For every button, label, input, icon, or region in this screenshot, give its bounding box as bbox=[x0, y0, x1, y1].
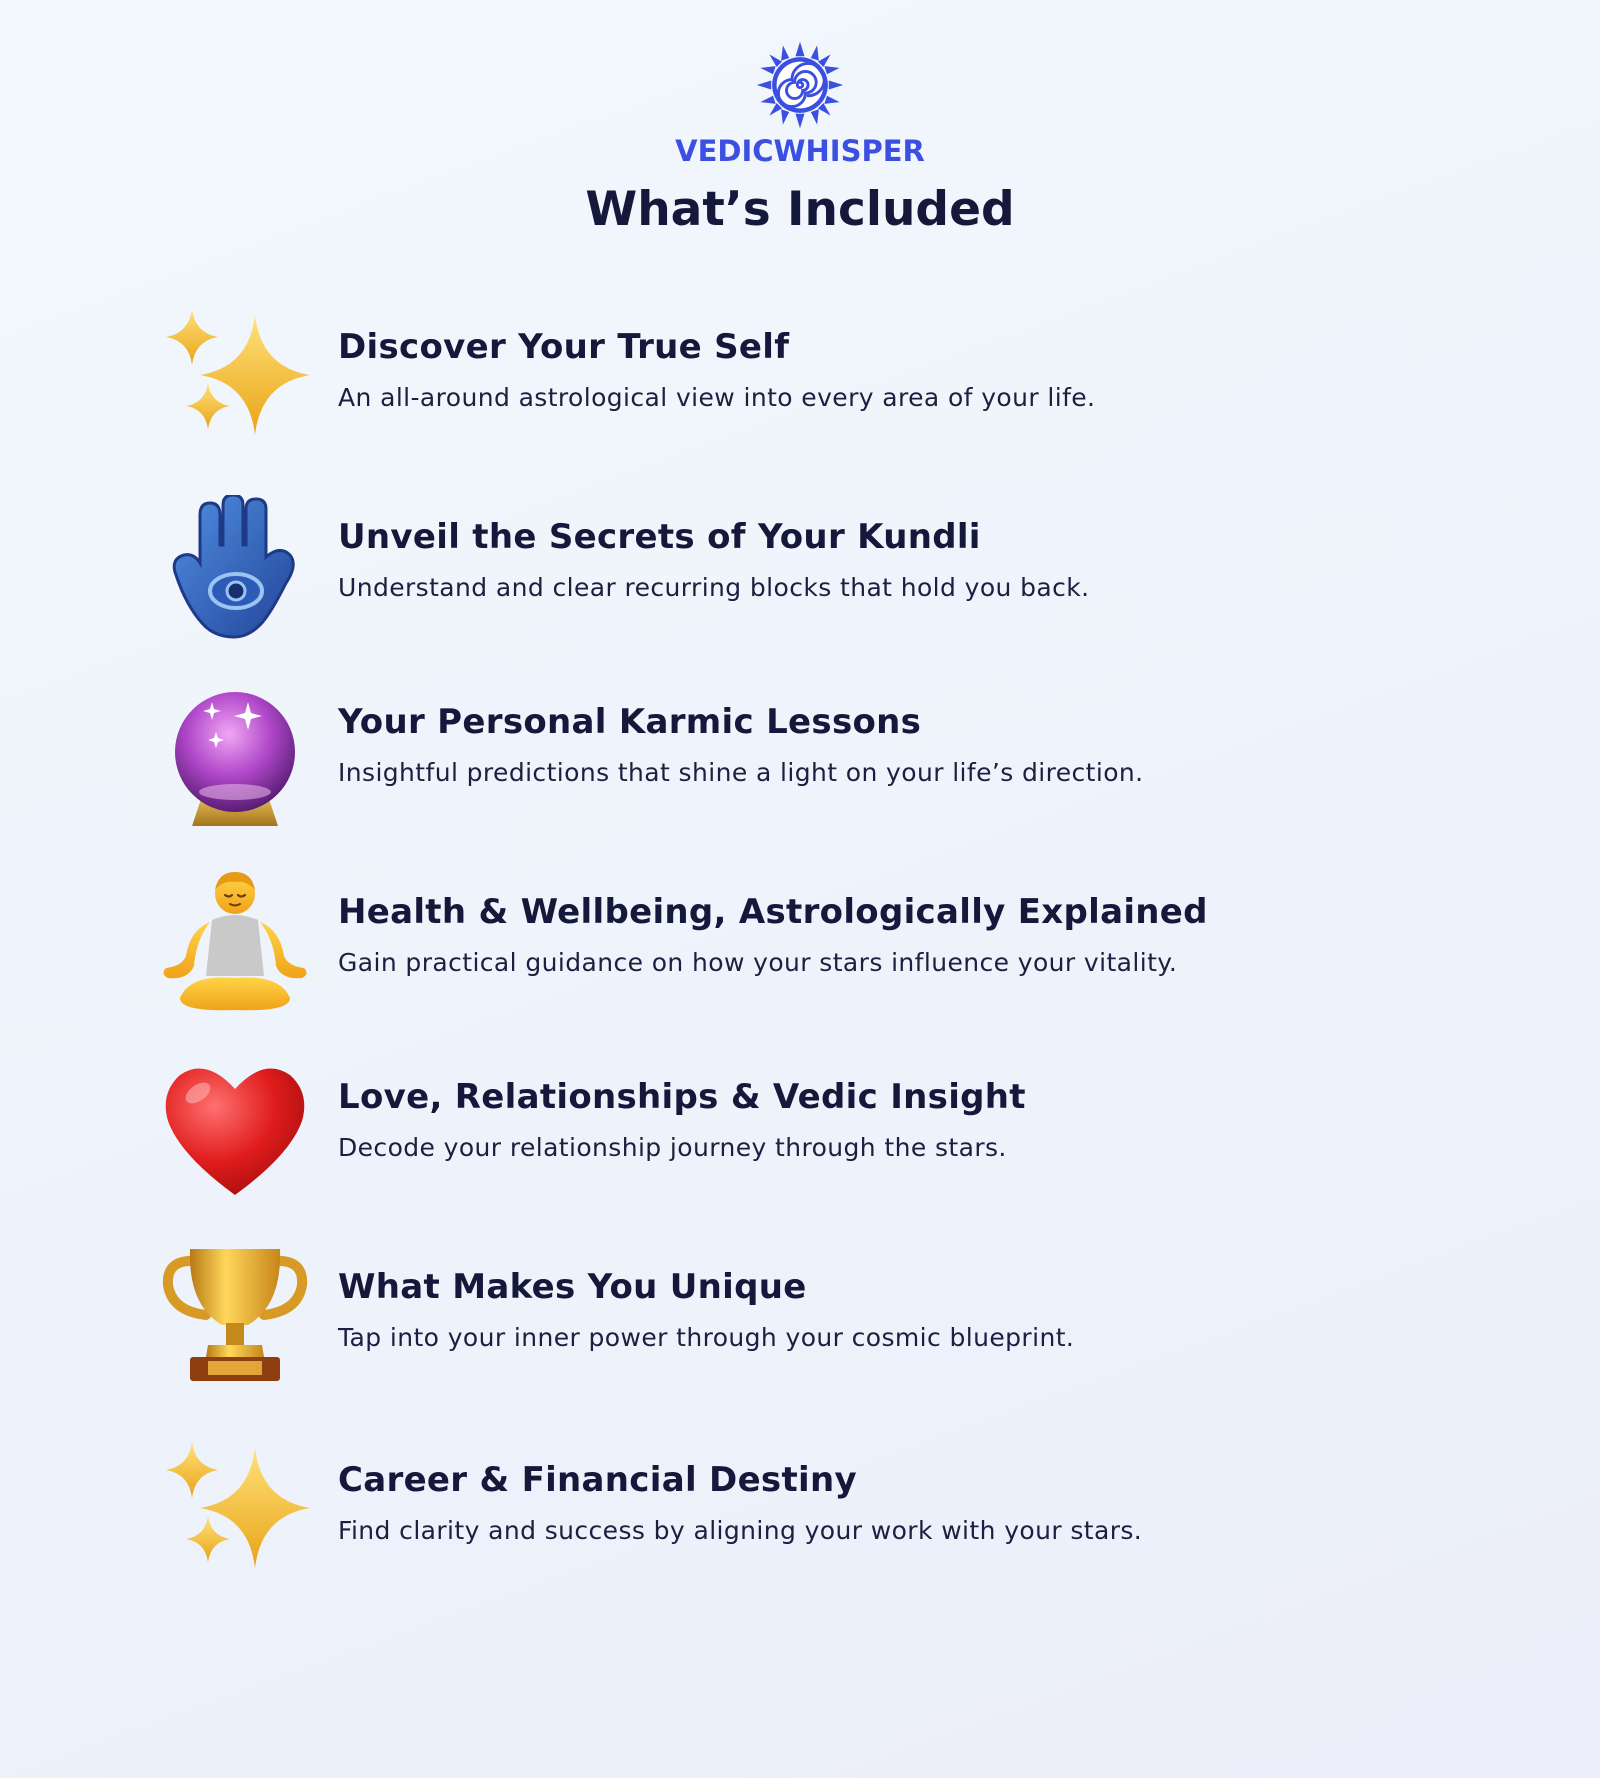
feature-title: Discover Your True Self bbox=[338, 327, 790, 367]
feature-description: An all-around astrological view into every area of your life. bbox=[338, 383, 1096, 412]
feature-description: Decode your relationship journey through the stars. bbox=[338, 1133, 1007, 1162]
feature-item-kundli-secrets bbox=[160, 495, 1460, 645]
feature-title: Health & Wellbeing, Astrologically Explained bbox=[338, 892, 1208, 932]
feature-title: Love, Relationships & Vedic Insight bbox=[338, 1077, 1026, 1117]
sparkles-icon bbox=[160, 1438, 310, 1588]
feature-title: Your Personal Karmic Lessons bbox=[338, 702, 922, 742]
feature-description: Insightful predictions that shine a light on your life’s direction. bbox=[338, 758, 1144, 787]
feature-description: Understand and clear recurring blocks that hold you back. bbox=[338, 573, 1090, 602]
hamsa-hand-icon bbox=[160, 495, 310, 645]
feature-item-what-makes-you-unique bbox=[160, 1245, 1460, 1395]
meditation-person-icon bbox=[160, 870, 310, 1020]
feature-item-career-financial-destiny bbox=[160, 1438, 1460, 1588]
sparkles-icon bbox=[160, 305, 310, 455]
brand-name: VEDICWHISPER bbox=[675, 134, 925, 168]
feature-title: Career & Financial Destiny bbox=[338, 1460, 857, 1500]
feature-item-love-relationships bbox=[160, 1055, 1460, 1205]
crystal-ball-icon bbox=[160, 680, 310, 830]
feature-item-discover-true-self bbox=[160, 305, 1460, 455]
red-heart-icon bbox=[160, 1055, 310, 1205]
feature-item-health-wellbeing bbox=[160, 870, 1460, 1020]
feature-description: Find clarity and success by aligning your work with your stars. bbox=[338, 1516, 1143, 1545]
feature-description: Gain practical guidance on how your stars influence your vitality. bbox=[338, 948, 1178, 977]
feature-item-karmic-lessons bbox=[160, 680, 1460, 830]
feature-title: Unveil the Secrets of Your Kundli bbox=[338, 517, 981, 557]
feature-description: Tap into your inner power through your cosmic blueprint. bbox=[338, 1323, 1075, 1352]
feature-title: What Makes You Unique bbox=[338, 1267, 807, 1307]
trophy-icon bbox=[160, 1245, 310, 1395]
page-title: What’s Included bbox=[585, 182, 1015, 237]
